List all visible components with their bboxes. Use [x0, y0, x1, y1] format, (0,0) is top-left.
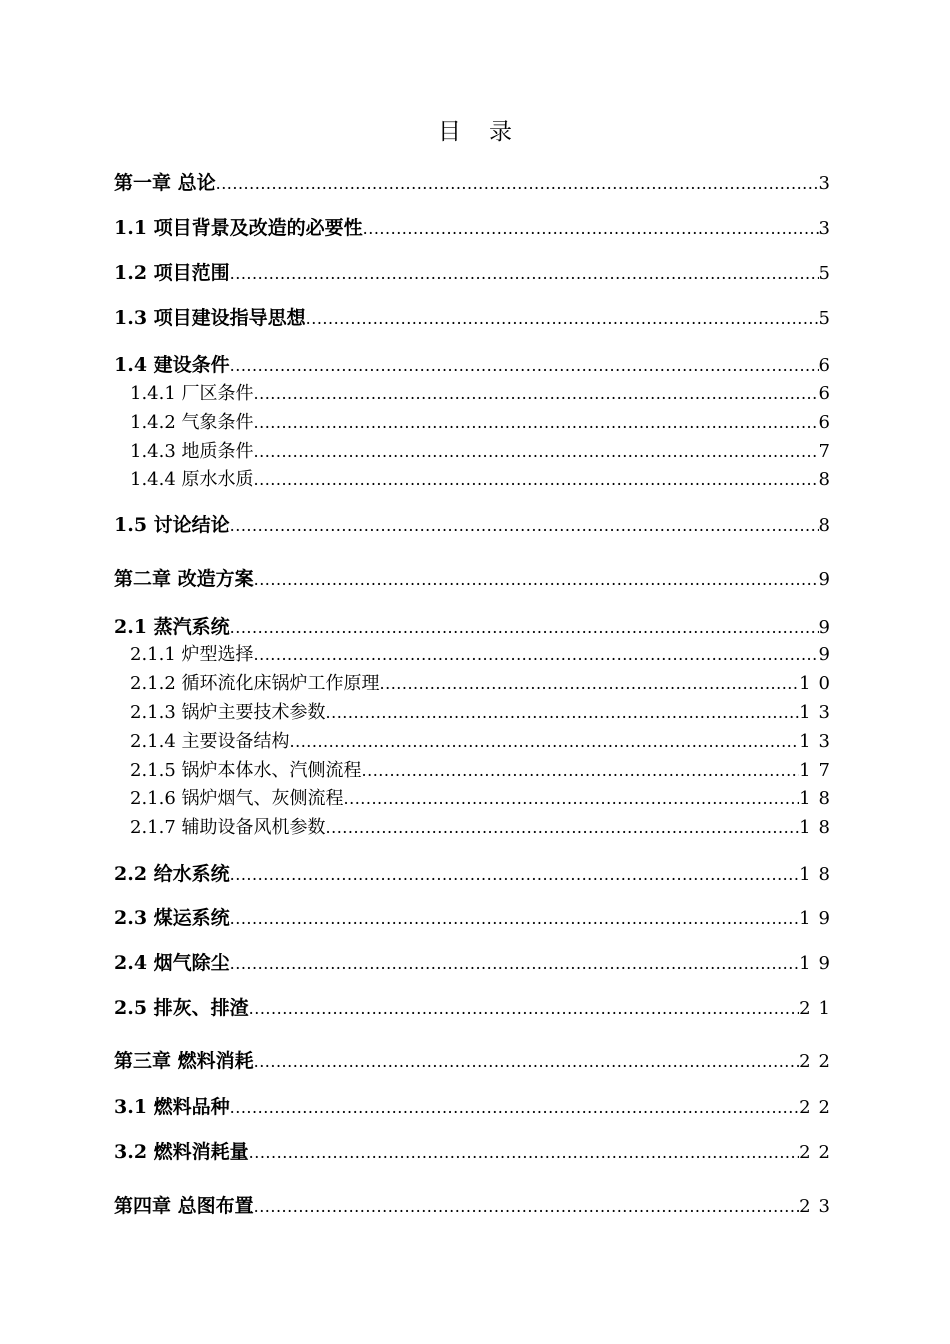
toc-entry-page: 22 [799, 1142, 838, 1163]
toc-entry[interactable] [114, 672, 838, 696]
toc-leader-dots [254, 1195, 799, 1219]
toc-entry[interactable] [114, 787, 838, 811]
toc-entry-page: 6 [818, 412, 838, 433]
toc-leader-dots [254, 382, 819, 406]
toc-entry-label: 1.4 建设条件 [114, 354, 230, 376]
toc-entry-page: 10 [799, 673, 838, 694]
toc-leader-dots [230, 514, 819, 538]
toc-entry-label: 1.5 讨论结论 [114, 514, 230, 536]
toc-entry-label: 1.4.2 气象条件 [130, 412, 254, 433]
toc-entry-label: 3.1 燃料品种 [114, 1096, 230, 1118]
toc-entry-page: 6 [818, 383, 838, 404]
toc-entry-page: 18 [799, 817, 838, 838]
toc-entry[interactable] [114, 353, 838, 378]
toc-entry-page: 9 [818, 617, 838, 638]
toc-entry[interactable] [114, 1095, 838, 1120]
toc-entry-label: 2.1.4 主要设备结构 [130, 731, 290, 752]
toc-leader-dots [254, 1050, 799, 1074]
toc-entry[interactable] [114, 440, 838, 464]
toc-entry-page: 19 [799, 908, 838, 929]
toc-entry[interactable] [114, 411, 838, 435]
toc-entry-page: 23 [799, 1196, 838, 1217]
toc-entry[interactable] [114, 730, 838, 754]
toc-entry-label: 2.2 给水系统 [114, 863, 230, 885]
toc-entry[interactable] [114, 216, 838, 241]
toc-entry-page: 3 [818, 173, 838, 194]
toc-entry[interactable] [114, 468, 838, 492]
toc-entry-label: 2.1.5 锅炉本体水、汽侧流程 [130, 760, 362, 781]
toc-leader-dots [216, 172, 819, 196]
toc-entry[interactable] [114, 615, 838, 640]
toc-entry[interactable] [114, 643, 838, 667]
toc-entry-label: 2.3 煤运系统 [114, 907, 230, 929]
toc-entry-label: 1.1 项目背景及改造的必要性 [114, 217, 363, 239]
toc-leader-dots [254, 643, 819, 667]
toc-entry[interactable] [114, 171, 838, 196]
toc-entry-label: 第二章 改造方案 [114, 568, 254, 590]
toc-entry[interactable] [114, 759, 838, 783]
toc-entry-page: 8 [818, 469, 838, 490]
toc-entry-page: 18 [799, 864, 838, 885]
toc-entry-label: 2.1.7 辅助设备风机参数 [130, 817, 326, 838]
toc-leader-dots [254, 468, 819, 492]
toc-entry-page: 6 [818, 355, 838, 376]
toc-entry-label: 第三章 燃料消耗 [114, 1050, 254, 1072]
toc-leader-dots [230, 1096, 799, 1120]
toc-entry[interactable] [114, 382, 838, 406]
toc-entry[interactable] [114, 701, 838, 725]
toc-entry-page: 19 [799, 953, 838, 974]
toc-entry-label: 1.3 项目建设指导思想 [114, 307, 306, 329]
toc-leader-dots [344, 787, 800, 811]
toc-leader-dots [254, 411, 819, 435]
toc-leader-dots [230, 952, 799, 976]
toc-entry-page: 5 [818, 263, 838, 284]
toc-entry-page: 13 [799, 731, 838, 752]
toc-leader-dots [230, 616, 819, 640]
toc-entry-page: 9 [818, 569, 838, 590]
toc-entry-label: 2.1.2 循环流化床锅炉工作原理 [130, 673, 380, 694]
toc-entry-label: 1.4.4 原水水质 [130, 469, 254, 490]
toc-leader-dots [326, 816, 800, 840]
toc-entry[interactable] [114, 513, 838, 538]
toc-entry-page: 18 [799, 788, 838, 809]
toc-entry-page: 22 [799, 1097, 838, 1118]
toc-leader-dots [254, 440, 819, 464]
toc-leader-dots [249, 997, 799, 1021]
toc-entry-label: 1.2 项目范围 [114, 262, 230, 284]
toc-leader-dots [306, 307, 819, 331]
toc-entry-label: 2.4 烟气除尘 [114, 952, 230, 974]
toc-entry-label: 1.4.3 地质条件 [130, 441, 254, 462]
toc-title-right: 录 [489, 119, 512, 145]
toc-entry-page: 22 [799, 1051, 838, 1072]
toc-entry[interactable] [114, 1140, 838, 1165]
toc-entry-label: 3.2 燃料消耗量 [114, 1141, 249, 1163]
toc-entry-label: 1.4.1 厂区条件 [130, 383, 254, 404]
toc-entry-page: 8 [818, 515, 838, 536]
toc-leader-dots [230, 907, 799, 931]
toc-entry-label: 2.1.3 锅炉主要技术参数 [130, 702, 326, 723]
toc-entry-label: 2.5 排灰、排渣 [114, 997, 249, 1019]
toc-entry-page: 13 [799, 702, 838, 723]
toc-leader-dots [362, 759, 800, 783]
toc-entry[interactable] [114, 906, 838, 931]
toc-entry-label: 第四章 总图布置 [114, 1195, 254, 1217]
toc-entry[interactable] [114, 1049, 838, 1074]
toc-entry[interactable] [114, 567, 838, 592]
toc-leader-dots [363, 217, 819, 241]
toc-entry-page: 5 [818, 308, 838, 329]
toc-entry-page: 9 [818, 644, 838, 665]
toc-entry-page: 17 [799, 760, 838, 781]
toc-title-left: 目 [438, 119, 461, 145]
toc-leader-dots [230, 863, 799, 887]
toc-entry-label: 2.1 蒸汽系统 [114, 616, 230, 638]
toc-entry-page: 21 [799, 998, 838, 1019]
toc-leader-dots [290, 730, 800, 754]
toc-entry[interactable] [114, 261, 838, 286]
toc-entry[interactable] [114, 951, 838, 976]
toc-entry[interactable] [114, 862, 838, 887]
toc-entry[interactable] [114, 996, 838, 1021]
toc-entry[interactable] [114, 306, 838, 331]
toc-entry-label: 2.1.6 锅炉烟气、灰侧流程 [130, 788, 344, 809]
toc-entry-page: 7 [818, 441, 838, 462]
toc-entry-label: 第一章 总论 [114, 172, 216, 194]
toc-entry-page: 3 [818, 218, 838, 239]
toc-leader-dots [230, 262, 819, 286]
toc-leader-dots [230, 354, 819, 378]
toc-leader-dots [380, 672, 800, 696]
toc-entry-label: 2.1.1 炉型选择 [130, 644, 254, 665]
toc-leader-dots [254, 568, 819, 592]
toc-title [0, 113, 950, 146]
toc-entry[interactable] [114, 1194, 838, 1219]
toc-leader-dots [326, 701, 800, 725]
toc-leader-dots [249, 1141, 799, 1165]
toc-entry[interactable] [114, 816, 838, 840]
